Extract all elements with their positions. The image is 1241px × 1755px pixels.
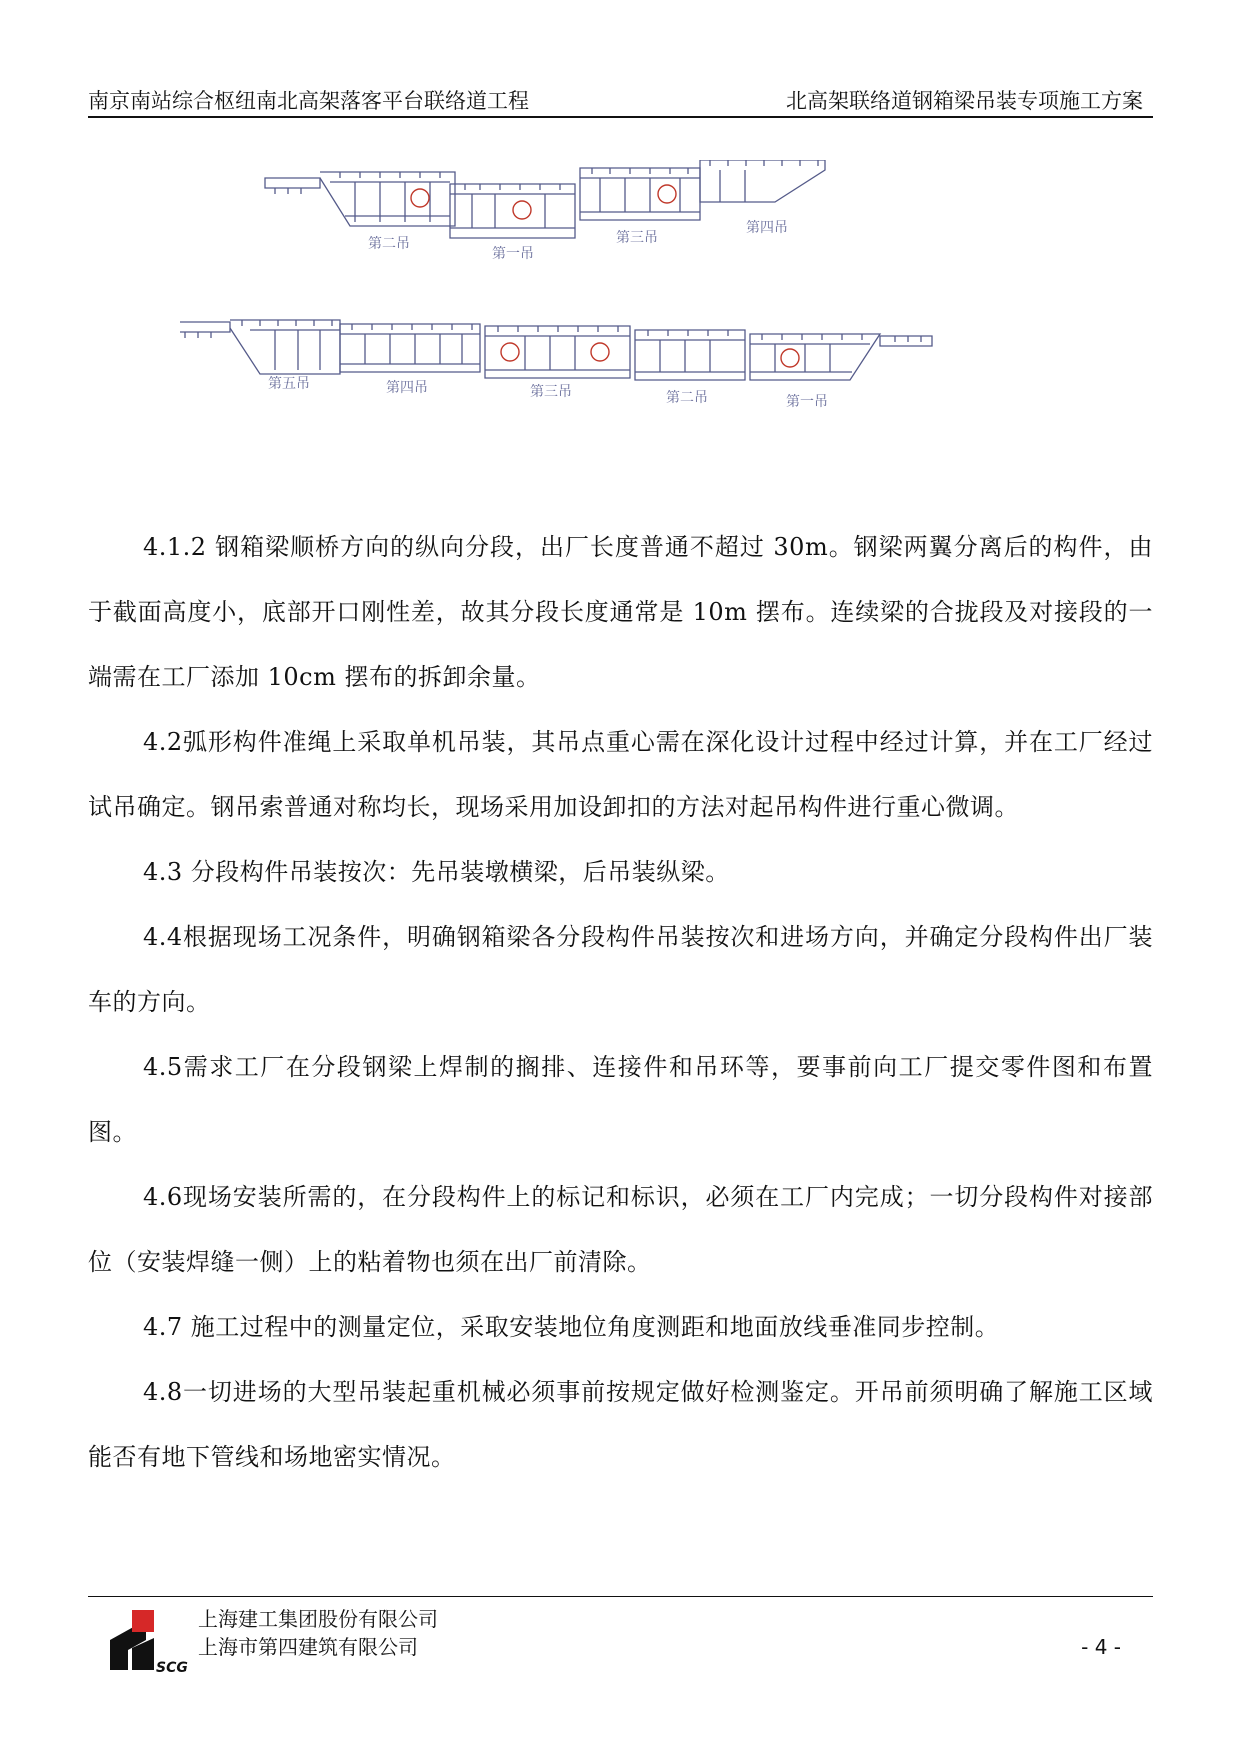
box-girder-lifting-diagram <box>180 160 1060 480</box>
top-label-4: 第四吊 <box>746 220 788 236</box>
paragraph-4-1-2: 4.1.2 钢箱梁顺桥方向的纵向分段，出厂长度普通不超过 30m。钢梁两翼分离后的构件，由于截面高度小，底部开口刚性差，故其分段长度通常是 10m 摆布。连续梁的合拢段及对接段的一端需在工厂添加 10cm 摆布的拆卸余量。 <box>88 533 1153 691</box>
bottom-section-3 <box>485 326 630 378</box>
header-divider <box>88 116 1153 118</box>
paragraph-4-7: 4.7 施工过程中的测量定位，采取安装地位角度测距和地面放线垂准同步控制。 <box>143 1313 1000 1341</box>
footer-divider <box>88 1596 1153 1597</box>
bottom-label-5: 第一吊 <box>786 394 828 410</box>
paragraph-4-2: 4.2弧形构件准绳上采取单机吊装，其吊点重心需在深化设计过程中经过计算，并在工厂经过试吊确定。钢吊索普通对称均长，现场采用加设卸扣的方法对起吊构件进行重心微调。 <box>88 728 1153 821</box>
top-section-1 <box>450 184 575 238</box>
footer-company-1: 上海建工集团股份有限公司 <box>198 1607 438 1631</box>
header-project-title: 南京南站综合枢纽南北高架落客平台联络道工程 <box>88 89 529 113</box>
bottom-label-4: 第二吊 <box>666 390 708 406</box>
top-label-1: 第二吊 <box>368 236 410 252</box>
top-section-2 <box>265 172 455 226</box>
bottom-label-3: 第三吊 <box>530 384 572 400</box>
page-number: - 4 - <box>1081 1635 1121 1659</box>
paragraph-4-8: 4.8一切进场的大型吊装起重机械必须事前按规定做好检测鉴定。开吊前须明确了解施工区域能否有地下管线和场地密实情况。 <box>88 1378 1153 1471</box>
header-document-title: 北高架联络道钢箱梁吊装专项施工方案 <box>786 89 1143 113</box>
bottom-label-2: 第四吊 <box>386 380 428 396</box>
bottom-label-1: 第五吊 <box>268 376 310 392</box>
top-section-4 <box>700 160 825 202</box>
bottom-section-1 <box>750 334 932 380</box>
bottom-row-sections <box>180 320 932 410</box>
top-label-3: 第三吊 <box>616 230 658 246</box>
top-section-3 <box>580 168 700 220</box>
paragraph-4-3: 4.3 分段构件吊装按次：先吊装墩横梁，后吊装纵梁。 <box>143 858 730 886</box>
bottom-section-2 <box>635 330 745 380</box>
paragraph-4-5: 4.5需求工厂在分段钢梁上焊制的搁排、连接件和吊环等，要事前向工厂提交零件图和布置图。 <box>88 1053 1153 1146</box>
paragraph-4-4: 4.4根据现场工况条件，明确钢箱梁各分段构件吊装按次和进场方向，并确定分段构件出厂装车的方向。 <box>88 923 1153 1016</box>
svg-text:SCG: SCG <box>156 1660 188 1675</box>
top-label-2: 第一吊 <box>492 246 534 262</box>
bottom-section-4 <box>340 324 480 372</box>
page-header <box>88 86 1153 120</box>
footer-company-2: 上海市第四建筑有限公司 <box>198 1635 418 1659</box>
bottom-section-5 <box>180 320 340 374</box>
body-text <box>88 515 1153 1490</box>
top-row-sections <box>265 160 825 262</box>
scg-logo-icon <box>110 1610 205 1675</box>
paragraph-4-6: 4.6现场安装所需的，在分段构件上的标记和标识，必须在工厂内完成；一切分段构件对接部位（安装焊缝一侧）上的粘着物也须在出厂前清除。 <box>88 1183 1153 1276</box>
